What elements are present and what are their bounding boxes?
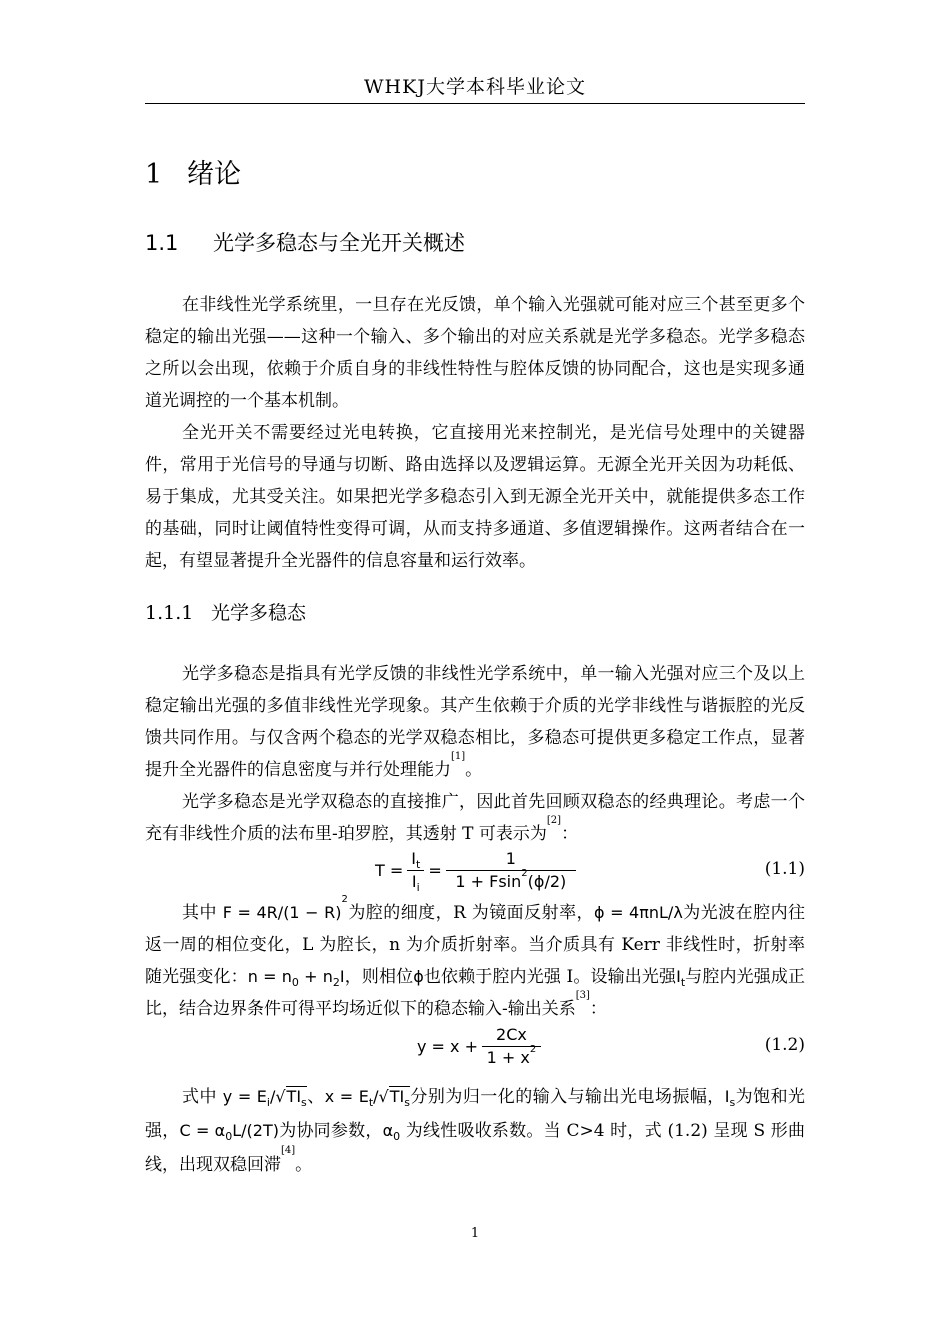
section-title: 光学多稳态与全光开关概述 [213, 231, 465, 255]
section-paragraph-1: 在非线性光学系统里，一旦存在光反馈，单个输入光强就可能对应三个甚至更多个稳定的输出光强——这种一个输入、多个输出的对应关系就是光学多稳态。光学多稳态之所以会出现，依赖于介质自身的非线性特性与腔体反馈的协同配合，这也是实现多通道光调控的一个基本机制。 [145, 295, 805, 411]
fraction: $\frac{2Cx}{1 + x^2}$ [482, 1024, 541, 1069]
equation-1-2: y = x + $\frac{2Cx}{1 + x^2}$ (1.2) [417, 1024, 805, 1067]
fraction: $\frac{1}{1 + Fsin^2(\phi/2)}$ [446, 848, 576, 893]
page-number: 1 [470, 1226, 480, 1241]
citation: [3] [575, 990, 590, 1001]
equation-1-1: T = $\frac{I_t}{I_i}$ = $\frac{1}{1 + Fsin^2(\phi/2)}$ (1.1) [375, 848, 805, 894]
chapter-heading [145, 152, 241, 191]
subsection-paragraph-2: 光学多稳态是光学双稳态的直接推广，因此首先回顾双稳态的经典理论。考虑一个充有非线性介质的法布里-珀罗腔，其透射 T 可表示为[2]： [145, 792, 805, 844]
subsection-heading [145, 598, 306, 625]
subsection-paragraph-1: 光学多稳态是指具有光学反馈的非线性光学系统中，单一输入光强对应三个及以上稳定输出光强的多值非线性光学现象。其产生依赖于介质的光学非线性与谐振腔的光反馈共同作用。与仅含两个稳态的光学双稳态相比，多稳态可提供更多稳定工作点，显著提升全光器件的信息密度与并行处理能力[1]。 [145, 664, 805, 780]
header-rule [145, 103, 805, 104]
subsection-title: 光学多稳态 [211, 602, 307, 624]
fraction: $\frac{I_t}{I_i}$ [407, 848, 424, 893]
citation: [1] [451, 751, 466, 762]
running-header: WHKJ大学本科毕业论文 [364, 76, 586, 98]
paragraph-4: 式中 $y = E_i/√TI_s$、$x = E_t/√TI_s$分别为归一化的输入与输出光电场振幅，$I_s$为饱和光强，$C = \alpha_0L/(2T)$为协同参数，$\alpha_0$ 为线性吸收系数。当 C>4 时，式 (1.2) 呈现 S 形曲线，出现双稳回滞[4]。 [145, 1087, 806, 1175]
section-heading [145, 227, 465, 257]
citation: [4] [281, 1145, 296, 1156]
section-paragraph-2: 全光开关不需要经过光电转换，它直接用光来控制光，是光信号处理中的关键器件，常用于光信号的导通与切断、路由选择以及逻辑运算。无源全光开关因为功耗低、易于集成，尤其受关注。如果把光学多稳态引入到无源全光开关中，就能提供多态工作的基础，同时让阈值特性变得可调，从而支持多通道、多值逻辑操作。这两者结合在一起，有望显著提升全光器件的信息容量和运行效率。 [145, 423, 805, 571]
equation-number: (1.1) [764, 859, 805, 879]
paragraph-3: 其中 $F = 4R/(1 - R)^2$为腔的细度，R 为镜面反射率，ϕ = 4πnL/λ为光波在腔内往返一周的相位变化，L 为腔长，n 为介质折射率。当介质具有 Kerr 非线性时，折射率随光强变化：$n = n_0 + n_2I$，则相位ϕ也依赖于腔内光强 I。设输出光强$I_t$与腔内光强成正比，结合边界条件可得平均场近似下的稳态输入-输出关系[3]： [145, 894, 806, 1019]
chapter-number: 1 [145, 159, 163, 190]
citation: [2] [546, 815, 562, 826]
chapter-title: 绪论 [187, 159, 241, 190]
subsection-number: 1.1.1 [145, 602, 194, 624]
equation-number: (1.2) [764, 1035, 805, 1055]
section-number: 1.1 [145, 231, 179, 255]
